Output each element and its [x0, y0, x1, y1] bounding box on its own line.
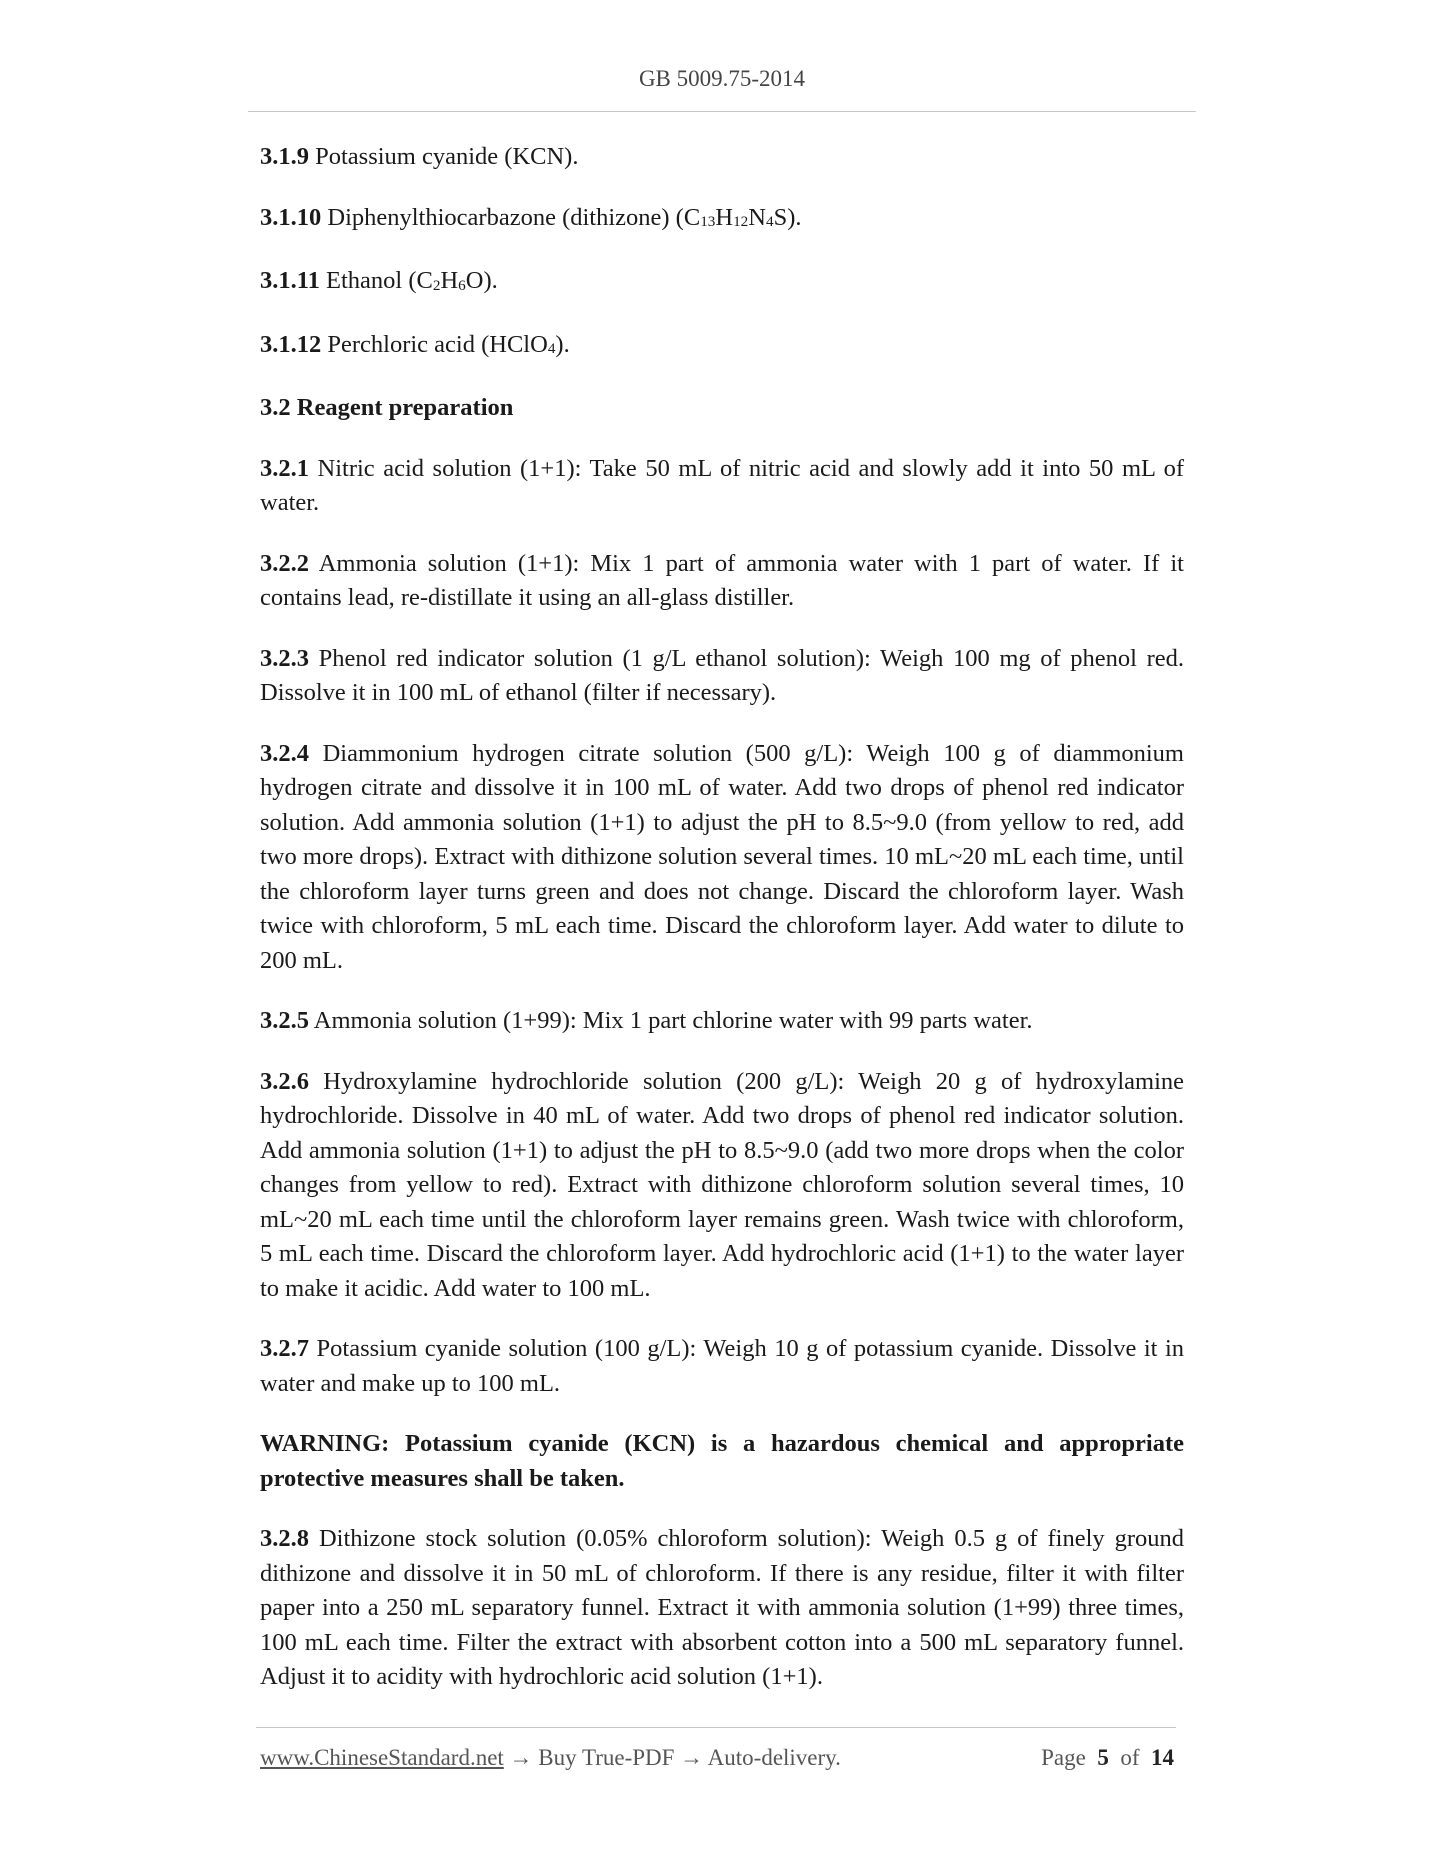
- section-number: 3.2.2: [260, 549, 309, 577]
- section-text: Potassium cyanide solution (100 g/L): Weigh 10 g of potassium cyanide. Dissolve it in water and make up to 100 mL.: [260, 1335, 1185, 1397]
- section-text: Diammonium hydrogen citrate solution (500 g/L): Weigh 100 g of diammonium hydrogen citrate and dissolve it in 100 mL of water. Add two drops of phenol red indicator solution. Add ammonia solution (1+1) to adjust the pH to 8.5~9.0 (from yellow to red, add two more drops). Extract with dithizone solution several times. 10 mL~20 mL each time, until the chloroform layer turns green and does not change. Discard the chloroform layer. Wash twice with chloroform, 5 mL each time. Discard the chloroform layer. Add water to dilute to 200 mL.: [260, 739, 1184, 974]
- subscript: 4: [547, 340, 556, 358]
- of-label: of: [1120, 1745, 1140, 1770]
- section-number: 3.2.3: [260, 644, 309, 672]
- section-number: 3.2.8: [260, 1525, 309, 1552]
- footer-divider: [256, 1727, 1176, 1728]
- section-3-2-8: [260, 1522, 1184, 1695]
- section-text: Dithizone stock solution (0.05% chloroform solution): Weigh 0.5 g of finely ground dithizone and dissolve it in 50 mL of chloroform. If there is any residue, filter it with filter paper into a 250 mL separatory funnel. Extract it with ammonia solution (1+99) three times, 100 mL each time. Filter the extract with absorbent cotton into a 500 mL separatory funnel. Adjust it to acidity with hydrochloric acid solution (1+1).: [260, 1525, 1184, 1690]
- section-number: 3.2.5: [260, 1007, 309, 1034]
- section-3-2-3: [260, 642, 1184, 711]
- formula-text: O).: [465, 267, 498, 294]
- section-text: Nitric acid solution (1+1): Take 50 mL of nitric acid and slowly add it into 50 mL of water.: [260, 454, 1185, 516]
- page-indicator: [1041, 1745, 1174, 1771]
- section-number: 3.2.7: [260, 1335, 309, 1362]
- subscript: 12: [733, 213, 749, 231]
- formula-text: ).: [555, 330, 570, 358]
- warning-notice: [260, 1427, 1184, 1496]
- header-divider: [248, 111, 1196, 112]
- section-3-2-4: [260, 737, 1184, 979]
- section-text: Ammonia solution (1+1): Mix 1 part of ammonia water with 1 part of water. If it contains lead, re-distillate it using an all-glass distiller.: [260, 549, 1184, 611]
- page-label: Page: [1041, 1745, 1086, 1770]
- section-3-2-6: [260, 1065, 1184, 1307]
- section-3-1-9: [260, 140, 1184, 175]
- current-page: 5: [1097, 1745, 1109, 1770]
- total-pages: 14: [1151, 1745, 1174, 1770]
- formula-text: Diphenylthiocarbazone (dithizone) (C: [327, 203, 701, 231]
- website-link[interactable]: www.ChineseStandard.net: [260, 1745, 504, 1770]
- section-number: 3.2.1: [260, 454, 309, 482]
- formula-text: Perchloric acid (HClO: [327, 330, 548, 358]
- section-3-1-10: [260, 201, 1184, 239]
- section-3-2-1: [260, 452, 1184, 521]
- formula-text: H: [440, 267, 459, 294]
- section-3-1-12: [260, 328, 1184, 366]
- document-body: [260, 140, 1184, 1721]
- formula-text: Ethanol (C: [326, 267, 433, 294]
- section-3-2-heading: [260, 391, 1184, 426]
- section-3-2-2: [260, 547, 1184, 616]
- section-3-2-7: [260, 1332, 1184, 1401]
- formula-text: H: [715, 203, 734, 231]
- section-text: Ammonia solution (1+99): Mix 1 part chlorine water with 99 parts water.: [313, 1007, 1033, 1034]
- formula-text: N: [748, 203, 766, 231]
- footer-promo-text: → Buy True-PDF → Auto-delivery.: [503, 1745, 841, 1770]
- section-number: 3.1.11: [260, 267, 320, 294]
- section-number: 3.1.12: [260, 330, 322, 358]
- section-heading: 3.2 Reagent preparation: [260, 394, 514, 421]
- footer-promo: [260, 1745, 841, 1771]
- section-text: Potassium cyanide (KCN).: [315, 143, 579, 170]
- section-number: 3.1.9: [260, 143, 309, 170]
- subscript: 13: [700, 213, 716, 231]
- formula-text: S).: [773, 203, 802, 231]
- section-number: 3.1.10: [260, 203, 322, 231]
- section-3-1-11: [260, 264, 1184, 302]
- section-3-2-5: [260, 1004, 1184, 1039]
- subscript: 6: [458, 276, 466, 294]
- subscript: 2: [432, 276, 441, 294]
- section-text: Phenol red indicator solution (1 g/L ethanol solution): Weigh 100 mg of phenol red. Dissolve it in 100 mL of ethanol (filter if necessary).: [260, 644, 1185, 706]
- section-number: 3.2.4: [260, 739, 309, 767]
- section-number: 3.2.6: [260, 1067, 309, 1095]
- section-text: Hydroxylamine hydrochloride solution (200 g/L): Weigh 20 g of hydroxylamine hydrochloride. Dissolve in 40 mL of water. Add two drops of phenol red indicator solution. Add ammonia solution (1+1) to adjust the pH to 8.5~9.0 (add two more drops when the color changes from yellow to red). Extract with dithizone chloroform solution several times, 10 mL~20 mL each time until the chloroform layer remains green. Wash twice with chloroform, 5 mL each time. Discard the chloroform layer. Add hydrochloric acid (1+1) to the water layer to make it acidic. Add water to 100 mL.: [260, 1067, 1184, 1302]
- subscript: 4: [765, 213, 774, 231]
- page-header-title: GB 5009.75-2014: [638, 66, 806, 91]
- warning-text: WARNING: Potassium cyanide (KCN) is a hazardous chemical and appropriate protective measures shall be taken.: [260, 1430, 1184, 1492]
